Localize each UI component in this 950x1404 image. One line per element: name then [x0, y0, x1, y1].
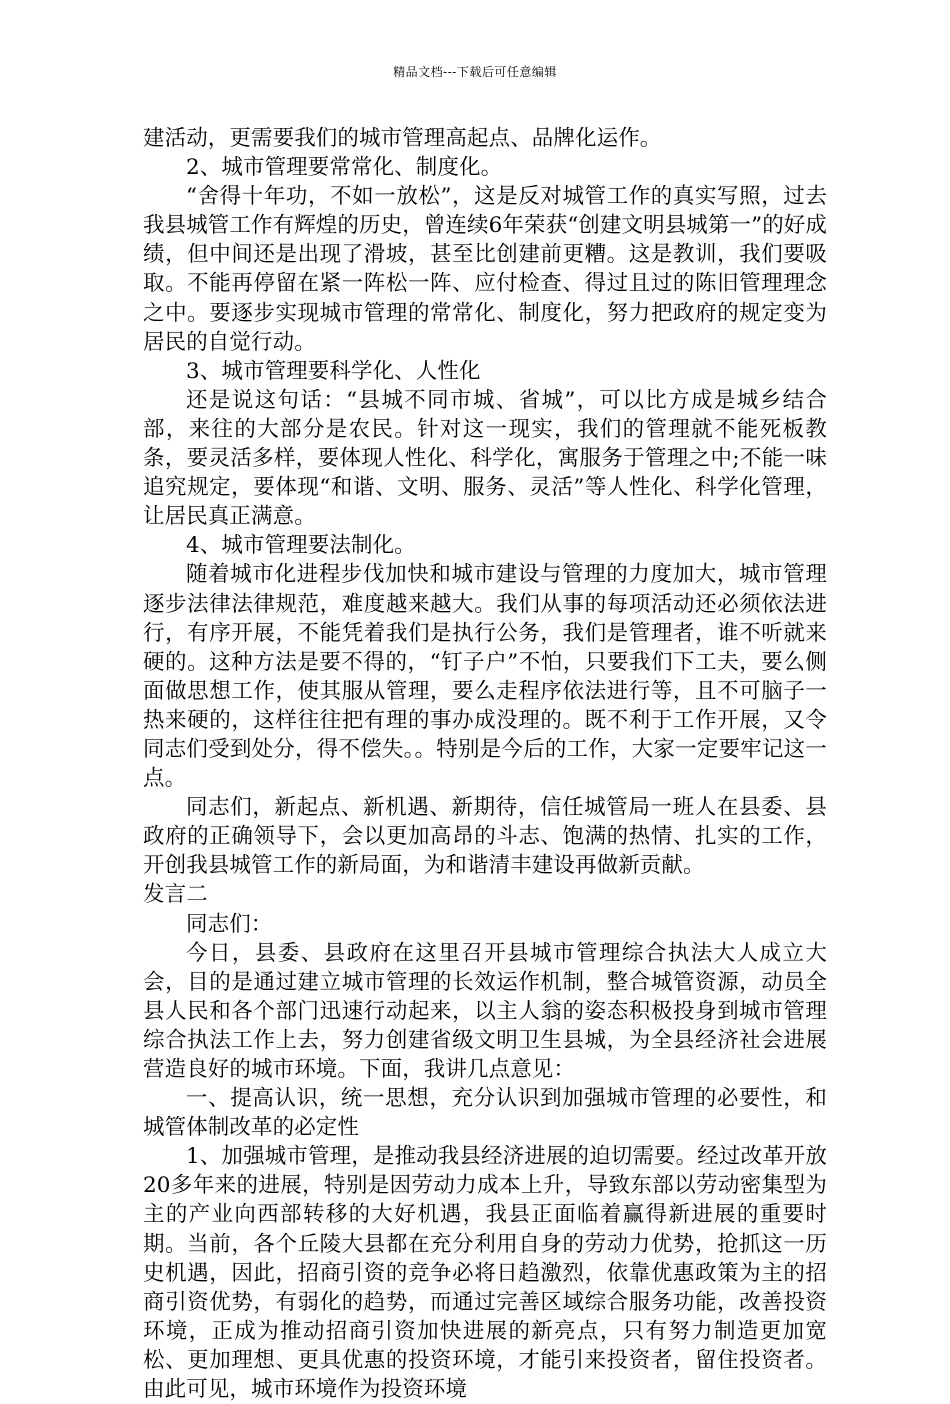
- page-header: 精品文档---下载后可任意编辑: [393, 65, 557, 79]
- paragraph: 今日，县委、县政府在这里召开县城市管理综合执法大人成立大会，目的是通过建立城市管理的长效运作机制，整合城管资源，动员全县人民和各个部门迅速行动起来，以主人翁的姿态积极投身到城市管理综合执法工作上去，努力创建省级文明卫生县城，为全县经济社会进展营造良好的城市环境。下面，我讲几点意见：: [143, 940, 827, 1082]
- paragraph: 同志们，新起点、新机遇、新期待，信任城管局一班人在县委、县政府的正确领导下，会以更加高昂的斗志、饱满的热情、扎实的工作，开创我县城管工作的新局面，为和谐清丰建设再做新贡献。: [143, 795, 827, 879]
- paragraph: “舍得十年功，不如一放松”，这是反对城管工作的真实写照，过去我县城管工作有辉煌的历史，曾连续6年荣获“创建文明县城第一”的好成绩，但中间还是出现了滑坡，甚至比创建前更糟。这是教训，我们要吸取。不能再停留在紧一阵松一阵、应付检查、得过且过的陈旧管理理念之中。要逐步实现城市管理的常常化、制度化，努力把政府的规定变为居民的自觉行动。: [143, 184, 827, 355]
- paragraph: 随着城市化进程步伐加快和城市建设与管理的力度加大，城市管理逐步法律法律规范，难度越来越大。我们从事的每项活动还必须依法进行，有序开展，不能凭着我们是执行公务，我们是管理者，谁不听就来硬的。这种方法是要不得的，“钉子户”不怕，只要我们下工夫，要么侧面做思想工作，使其服从管理，要么走程序依法进行等，且不可脑子一热来硬的，这样往往把有理的事办成没理的。既不利于工作开展，又令同志们受到处分，得不偿失。。特别是今后的工作，大家一定要牢记这一点。: [143, 562, 827, 792]
- document-body: [143, 124, 827, 1404]
- paragraph: 还是说这句话：“县城不同市城、省城”，可以比方成是城乡结合部，来往的大部分是农民。针对这一现实，我们的管理就不能死板教条，要灵活多样，要体现人性化、科学化，寓服务于管理之中;不能一味追究规定，要体现“和谐、文明、服务、灵活”等人性化、科学化管理，让居民真正满意。: [143, 387, 827, 530]
- section-heading: 4、城市管理要法制化。: [186, 533, 416, 559]
- paragraph: 建活动，更需要我们的城市管理高起点、品牌化运作。: [143, 126, 662, 151]
- speech-title: 发言二: [143, 882, 208, 908]
- salutation: 同志们：: [186, 911, 273, 937]
- section-heading: 3、城市管理要科学化、人性化: [186, 358, 481, 384]
- paragraph: 1、加强城市管理，是推动我县经济进展的迫切需要。经过改革开放20多年来的进展，特别是因劳动力成本上升，导致东部以劳动密集型为主的产业向西部转移的大好机遇，我县正面临着赢得新进展的重要时期。当前，各个丘陵大县都在充分利用自身的劳动力优势，抢抓这一历史机遇，因此，招商引资的竞争必将日趋激烈，依靠优惠政策为主的招商引资优势，有弱化的趋势，而通过完善区域综合服务功能，改善投资环境，正成为推动招商引资加快进展的新亮点，只有努力制造更加宽松、更加理想、更具优惠的投资环境，才能引来投资者，留住投资者。由此可见，城市环境作为投资环境: [143, 1144, 827, 1403]
- section-heading: 2、城市管理要常常化、制度化。: [186, 155, 503, 181]
- section-heading: 一、提高认识，统一思想，充分认识到加强城市管理的必要性，和城管体制改革的必定性: [143, 1086, 827, 1141]
